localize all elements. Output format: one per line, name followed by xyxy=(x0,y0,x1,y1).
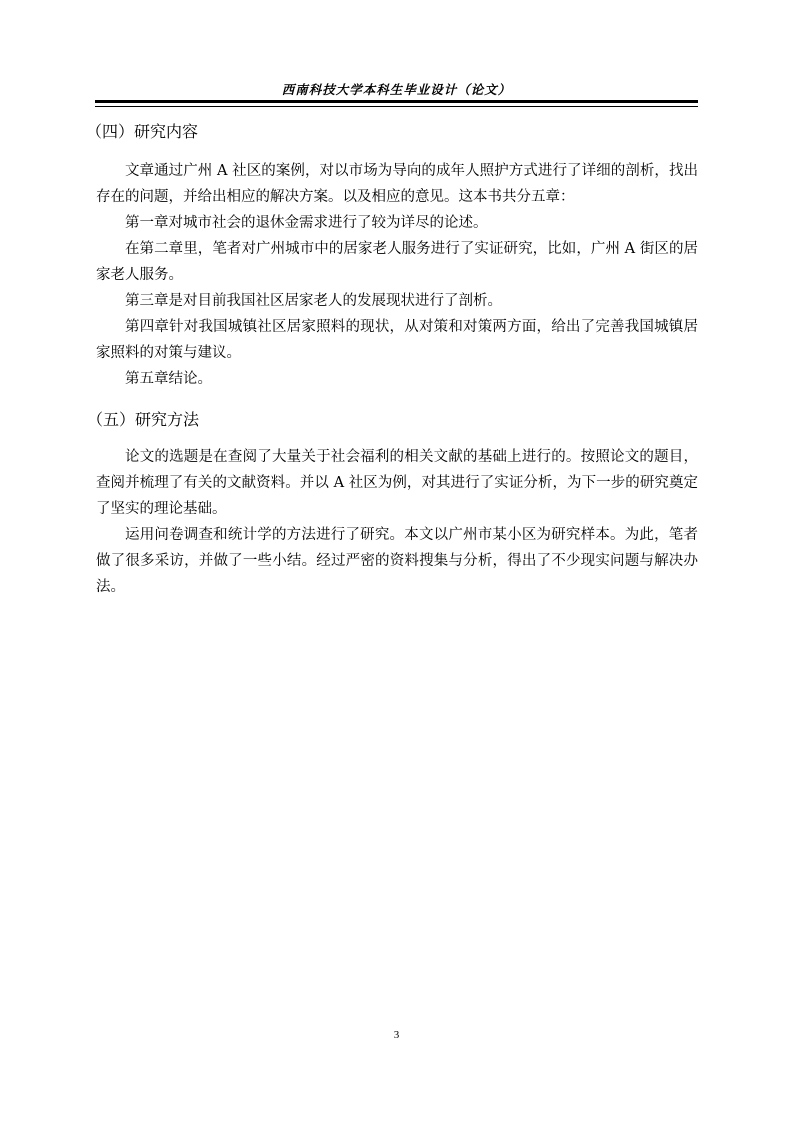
page-content xyxy=(86,116,698,600)
header-rule-thick xyxy=(95,100,698,103)
page-number: 3 xyxy=(393,1029,400,1041)
paragraph: 第三章是对目前我国社区居家老人的发展现状进行了剖析。 xyxy=(125,293,502,309)
paragraph: 第四章针对我国城镇社区居家照料的现状，从对策和对策两方面，给出了完善我国城镇居家照料的对策与建议。 xyxy=(96,319,698,361)
section-heading-research-method: （五）研究方法 xyxy=(87,410,200,429)
section-body-research-method xyxy=(96,444,698,600)
paragraph: 论文的选题是在查阅了大量关于社会福利的相关文献的基础上进行的。按照论文的题目，查阅并梳理了有关的文献资料。并以 A 社区为例，对其进行了实证分析，为下一步的研究奠定了坚实的理论基础。 xyxy=(96,449,698,517)
header-title: 西南科技大学本科生毕业设计（论文） xyxy=(281,82,512,97)
paragraph: 运用问卷调查和统计学的方法进行了研究。本文以广州市某小区为研究样本。为此，笔者做了很多采访，并做了一些小结。经过严密的资料搜集与分析，得出了不少现实问题与解决办法。 xyxy=(96,527,698,595)
paragraph: 第一章对城市社会的退休金需求进行了较为详尽的论述。 xyxy=(125,215,488,231)
paragraph: 在第二章里，笔者对广州城市中的居家老人服务进行了实证研究，比如，广州 A 街区的居家老人服务。 xyxy=(96,241,698,283)
header-rule-thin xyxy=(95,106,698,107)
section-body-research-content xyxy=(96,158,698,392)
paragraph: 文章通过广州 A 社区的案例，对以市场为导向的成年人照护方式进行了详细的剖析，找出存在的问题，并给出相应的解决方案。以及相应的意见。这本书共分五章： xyxy=(96,163,698,205)
section-heading-research-content: （四）研究内容 xyxy=(86,122,199,141)
paragraph: 第五章结论。 xyxy=(125,371,212,387)
